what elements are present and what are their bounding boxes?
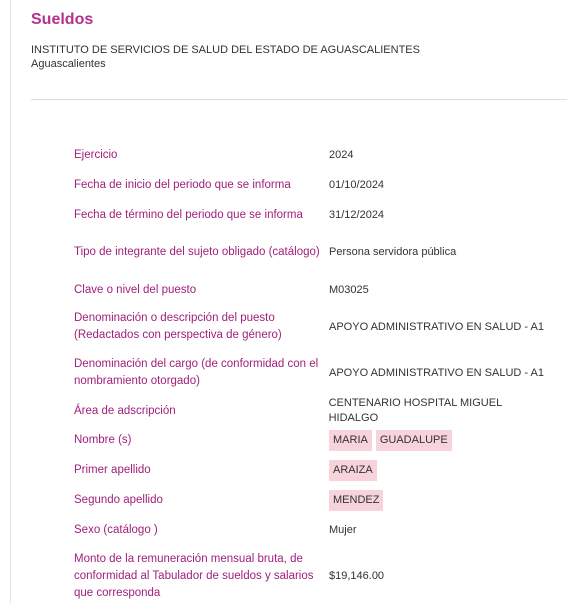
value-area-adscripcion: CENTENARIO HOSPITAL MIGUEL HIDALGO bbox=[328, 397, 502, 424]
row-primer-apellido bbox=[74, 459, 554, 482]
value-fecha-termino: 31/12/2024 bbox=[329, 208, 385, 221]
row-sexo bbox=[74, 521, 554, 539]
label-fecha-termino: Fecha de término del periodo que se informa bbox=[74, 208, 303, 221]
surname-chip: ARAIZA bbox=[329, 460, 377, 481]
row-ejercicio bbox=[74, 146, 554, 164]
label-area-adscripcion: Área de adscripción bbox=[74, 404, 176, 417]
label-monto: Monto de la remuneración mensual bruta, de conformidad al Tabulador de sueldos y salarios que corresponda bbox=[74, 553, 314, 599]
value-tipo-integrante: Persona servidora pública bbox=[329, 245, 457, 258]
page-title: Sueldos bbox=[31, 11, 94, 28]
page-header bbox=[31, 10, 567, 71]
name-chip: MARIA bbox=[329, 430, 372, 451]
label-segundo-apellido: Segundo apellido bbox=[74, 494, 163, 506]
value-denominacion-cargo: APOYO ADMINISTRATIVO EN SALUD - A1 bbox=[329, 366, 544, 379]
value-clave-puesto: M03025 bbox=[329, 283, 369, 296]
value-primer-apellido bbox=[329, 460, 377, 481]
label-ejercicio: Ejercicio bbox=[74, 148, 118, 161]
state-name: Aguascalientes bbox=[31, 58, 106, 70]
name-chip: GUADALUPE bbox=[376, 430, 452, 451]
row-monto bbox=[74, 551, 554, 602]
value-monto: $19,146.00 bbox=[329, 570, 385, 582]
institution-name: INSTITUTO DE SERVICIOS DE SALUD DEL ESTADO DE AGUASCALIENTES bbox=[31, 44, 420, 56]
label-denominacion-puesto: Denominación o descripción del puesto (Redactados con perspectiva de género) bbox=[74, 312, 282, 341]
value-segundo-apellido bbox=[329, 490, 383, 511]
row-area-adscripcion bbox=[74, 397, 554, 424]
value-ejercicio: 2024 bbox=[329, 148, 354, 161]
label-tipo-integrante: Tipo de integrante del sujeto obligado (catálogo) bbox=[74, 245, 320, 258]
row-fecha-termino bbox=[74, 206, 554, 224]
row-denominacion-puesto bbox=[74, 310, 554, 344]
value-nombre bbox=[329, 430, 452, 451]
header-divider bbox=[31, 99, 567, 100]
value-denominacion-puesto: APOYO ADMINISTRATIVO EN SALUD - A1 bbox=[329, 320, 544, 333]
label-sexo: Sexo (catálogo ) bbox=[74, 523, 158, 536]
row-segundo-apellido bbox=[74, 489, 554, 512]
value-sexo: Mujer bbox=[329, 523, 357, 536]
row-nombre bbox=[74, 429, 554, 452]
label-fecha-inicio: Fecha de inicio del periodo que se informa bbox=[74, 178, 291, 191]
row-fecha-inicio bbox=[74, 176, 554, 194]
row-tipo-integrante bbox=[74, 235, 554, 269]
row-denominacion-cargo bbox=[74, 356, 554, 390]
label-denominacion-cargo: Denominación del cargo (de conformidad con el nombramiento otorgado) bbox=[74, 358, 319, 387]
value-fecha-inicio: 01/10/2024 bbox=[329, 178, 385, 191]
label-clave-puesto: Clave o nivel del puesto bbox=[74, 283, 197, 296]
label-primer-apellido: Primer apellido bbox=[74, 464, 151, 476]
left-border bbox=[10, 0, 11, 603]
label-nombre: Nombre (s) bbox=[74, 434, 132, 446]
row-clave-puesto bbox=[74, 281, 554, 299]
surname-chip: MENDEZ bbox=[329, 490, 383, 511]
